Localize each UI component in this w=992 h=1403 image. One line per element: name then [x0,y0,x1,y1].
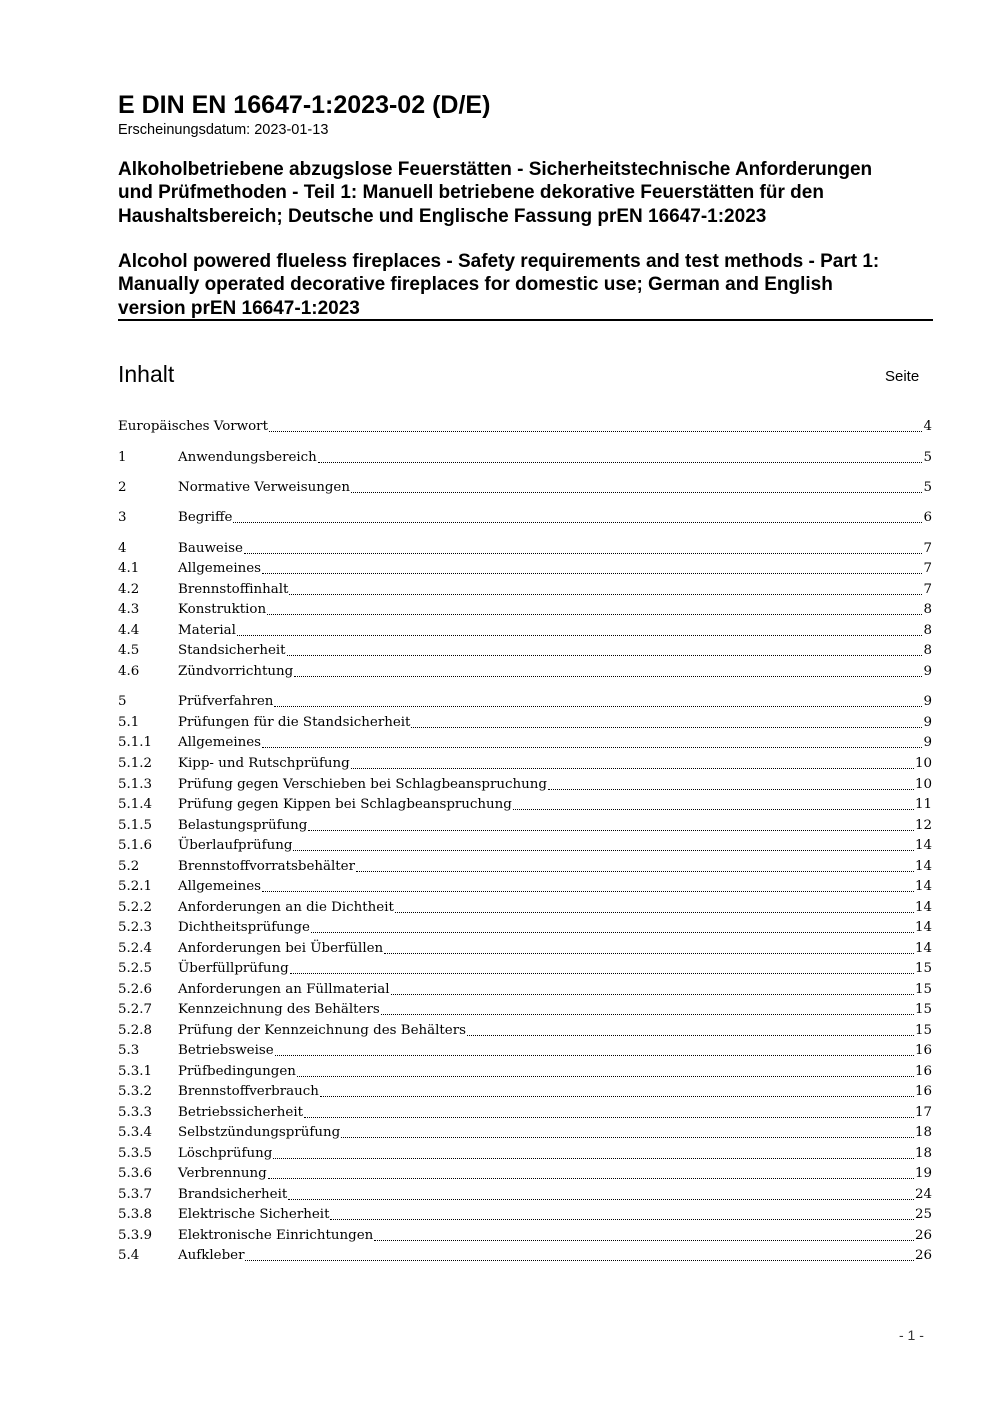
toc-entry-label: Prüfung der Kennzeichnung des Behälters [178,1023,466,1038]
toc-entry-page: 9 [923,694,932,709]
toc-entry-label: Anforderungen an die Dichtheit [178,900,394,915]
toc-entry-label: Kipp- und Rutschprüfung [178,756,350,771]
toc-dot-leader [237,635,923,636]
toc-dot-leader [289,594,922,595]
toc-entry-number: 4 [118,541,127,556]
toc-entry[interactable] [118,877,932,897]
toc-entry-page: 26 [914,1248,932,1263]
toc-entry[interactable] [118,959,932,979]
toc-entry-page: 25 [914,1207,932,1222]
toc-entry[interactable] [118,816,932,836]
toc-entry[interactable] [118,898,932,918]
toc-entry-page: 24 [914,1187,932,1202]
toc-entry-number: 5 [118,694,127,709]
toc-entry-number: 4.3 [118,602,140,617]
toc-dot-leader [304,1117,914,1118]
toc-entry-number: 4.5 [118,643,140,658]
toc-dot-leader [293,850,914,851]
toc-entry[interactable] [118,641,932,661]
toc-entry-page: 18 [914,1146,932,1161]
toc-entry[interactable] [118,1205,932,1225]
title-german-line: Haushaltsbereich; Deutsche und Englische Fassung prEN 16647-1:2023 [118,205,767,227]
toc-entry-number: 5.2.7 [118,1002,153,1017]
toc-entry-number: 4.6 [118,664,140,679]
toc-entry-number: 5.3 [118,1043,140,1058]
toc-entry-page: 8 [923,623,932,638]
toc-entry-number: 4.2 [118,582,140,597]
toc-entry-page: 14 [914,879,932,894]
title-german [118,158,948,228]
toc-entry-label: Brennstoffvorratsbehälter [178,859,356,874]
toc-entry[interactable] [118,1041,932,1061]
toc-entry-label: Selbstzündungsprüfung [178,1125,341,1140]
title-english-line: Alcohol powered flueless fireplaces - Safety requirements and test methods - Part 1: [118,251,880,272]
toc-entry-page: 7 [923,541,932,556]
toc-dot-leader [290,973,914,974]
toc-entry-number: 5.3.8 [118,1207,153,1222]
toc-entry[interactable] [118,478,932,498]
toc-entry[interactable] [118,733,932,753]
toc-entry-page: 14 [914,900,932,915]
toc-entry-label: Belastungsprüfung [178,818,308,833]
toc-entry-page: 7 [923,582,932,597]
toc-dot-leader [287,655,923,656]
toc-entry-page: 16 [914,1043,932,1058]
toc-entry-number: 5.3.2 [118,1084,153,1099]
toc-entry-page: 8 [923,602,932,617]
toc-entry[interactable] [118,1164,932,1184]
toc-dot-leader [294,676,922,677]
toc-dot-leader [274,706,922,707]
toc-dot-leader [320,1096,914,1097]
toc-entry[interactable] [118,448,932,468]
toc-entry-label: Betriebssicherheit [178,1105,304,1120]
toc-entry-label: Aufkleber [178,1248,245,1263]
toc-entry-page: 16 [914,1084,932,1099]
toc-entry-label: Bauweise [178,541,243,556]
toc-dot-leader [351,492,923,493]
toc-entry-page: 19 [914,1166,932,1181]
toc-dot-leader [374,1240,914,1241]
toc-entry-label: Prüfung gegen Kippen bei Schlagbeanspruchung [178,797,512,812]
toc-entry-label: Prüfbedingungen [178,1064,296,1079]
toc-entry-page: 9 [923,715,932,730]
toc-entry-label: Normative Verweisungen [178,480,350,495]
toc-dot-leader [391,994,914,995]
toc-entry-number: 5.2.5 [118,961,153,976]
title-divider [118,319,933,321]
toc-entry-page: 14 [914,941,932,956]
toc-entry-page: 4 [923,419,932,434]
toc-entry-label: Europäisches Vorwort [118,419,268,434]
toc-entry-page: 15 [914,961,932,976]
toc-entry-label: Verbrennung [178,1166,267,1181]
toc-entry-number: 5.1.2 [118,756,153,771]
toc-entry[interactable] [118,1185,932,1205]
toc-entry-label: Brandsicherheit [178,1187,288,1202]
toc-entry-label: Standsicherheit [178,643,286,658]
toc-entry-number: 5.3.4 [118,1125,153,1140]
toc-dot-leader [384,953,914,954]
toc-entry[interactable] [118,1246,932,1266]
toc-entry[interactable] [118,1021,932,1041]
toc-entry-number: 5.2 [118,859,140,874]
toc-dot-leader [267,614,922,615]
toc-dot-leader [356,871,914,872]
toc-entry-number: 5.3.6 [118,1166,153,1181]
toc-entry[interactable] [118,1062,932,1082]
toc-entry[interactable] [118,939,932,959]
toc-entry[interactable] [118,662,932,682]
toc-entry-label: Elektronische Einrichtungen [178,1228,374,1243]
toc-entry[interactable] [118,600,932,620]
toc-entry-page: 5 [923,480,932,495]
toc-entry[interactable] [118,508,932,528]
toc-entry-number: 5.3.9 [118,1228,153,1243]
toc-entry-page: 17 [914,1105,932,1120]
toc-entry[interactable] [118,580,932,600]
toc-dot-leader [381,1014,914,1015]
toc-dot-leader [330,1219,913,1220]
toc-entry-page: 18 [914,1125,932,1140]
toc-entry-number: 5.2.4 [118,941,153,956]
toc-entry-page: 26 [914,1228,932,1243]
toc-entry-label: Prüfverfahren [178,694,274,709]
toc-entry-number: 2 [118,480,127,495]
toc-entry[interactable] [118,559,932,579]
toc-entry-number: 5.2.1 [118,879,153,894]
title-english-line: version prEN 16647-1:2023 [118,297,360,319]
toc-entry-number: 4.4 [118,623,140,638]
toc-entry-number: 5.1.5 [118,818,153,833]
publication-date: Erscheinungsdatum: 2023-01-13 [118,122,329,138]
toc-entry[interactable] [118,713,932,733]
toc-entry[interactable] [118,1103,932,1123]
toc-entry-page: 8 [923,643,932,658]
document-id: E DIN EN 16647-1:2023-02 (D/E) [118,91,491,119]
toc-entry[interactable] [118,1144,932,1164]
toc-dot-leader [273,1158,914,1159]
toc-entry-number: 5.2.2 [118,900,153,915]
toc-dot-leader [467,1035,914,1036]
toc-entry[interactable] [118,1000,932,1020]
toc-entry[interactable] [118,692,932,712]
toc-entry-number: 5.3.3 [118,1105,153,1120]
toc-dot-leader [269,431,923,432]
toc-entry[interactable] [118,1123,932,1143]
title-german-line: und Prüfmethoden - Teil 1: Manuell betriebene dekorative Feuerstätten für den [118,182,824,204]
toc-entry-label: Überlaufprüfung [178,838,293,853]
title-german-line: Alkoholbetriebene abzugslose Feuerstätten - Sicherheitstechnische Anforderungen [118,159,873,180]
toc-entry[interactable] [118,857,932,877]
toc-entry-number: 5.1 [118,715,140,730]
toc-entry-number: 5.3.1 [118,1064,153,1079]
toc-dot-leader [297,1076,914,1077]
toc-dot-leader [244,553,923,554]
toc-entry-label: Zündvorrichtung [178,664,294,679]
toc-entry-label: Brennstoffverbrauch [178,1084,319,1099]
toc-entry[interactable] [118,539,932,559]
toc-entry-label: Begriffe [178,510,233,525]
toc-entry-label: Prüfungen für die Standsicherheit [178,715,411,730]
toc-entry-number: 5.1.6 [118,838,153,853]
toc-entry-page: 11 [914,797,932,812]
toc-dot-leader [275,1055,914,1056]
toc-entry-label: Brennstoffinhalt [178,582,289,597]
toc-dot-leader [351,768,914,769]
toc-entry-page: 5 [923,450,932,465]
toc-entry-number: 4.1 [118,561,140,576]
toc-entry-page: 7 [923,561,932,576]
toc-entry[interactable] [118,918,932,938]
toc-entry-label: Allgemeines [178,735,262,750]
toc-dot-leader [245,1260,913,1261]
toc-entry-number: 3 [118,510,127,525]
toc-entry[interactable] [118,621,932,641]
title-english-line: Manually operated decorative fireplaces for domestic use; German and English [118,274,833,296]
toc-dot-leader [262,891,914,892]
toc-entry[interactable] [118,754,932,774]
toc-entry-label: Überfüllprüfung [178,961,289,976]
toc-entry[interactable] [118,980,932,1000]
toc-entry-page: 9 [923,735,932,750]
toc-entry-number: 5.2.6 [118,982,153,997]
toc-entry-number: 5.4 [118,1248,140,1263]
toc-entry-label: Prüfung gegen Verschieben bei Schlagbeanspruchung [178,777,547,792]
toc-entry[interactable] [118,775,932,795]
toc-entry-page: 15 [914,982,932,997]
toc-dot-leader [262,747,922,748]
toc-entry-page: 9 [923,664,932,679]
toc-dot-leader [288,1199,914,1200]
toc-entry-number: 5.1.1 [118,735,153,750]
toc-entry-label: Allgemeines [178,879,262,894]
toc-entry-page: 14 [914,920,932,935]
toc-entry-label: Konstruktion [178,602,267,617]
toc-entry[interactable] [118,1226,932,1246]
toc-entry-page: 15 [914,1023,932,1038]
toc-dot-leader [395,912,914,913]
toc-entry-page: 10 [914,777,932,792]
toc-entry-label: Kennzeichnung des Behälters [178,1002,380,1017]
toc-entry[interactable] [118,417,932,437]
toc-entry-page: 16 [914,1064,932,1079]
toc-entry-number: 5.3.7 [118,1187,153,1202]
toc-entry[interactable] [118,795,932,815]
toc-entry-label: Anforderungen an Füllmaterial [178,982,390,997]
toc-entry-page: 12 [914,818,932,833]
toc-entry-page: 10 [914,756,932,771]
toc-entry-label: Löschprüfung [178,1146,273,1161]
toc-entry-label: Dichtheitsprüfunge [178,920,310,935]
toc-entry[interactable] [118,1082,932,1102]
page-number: - 1 - [899,1327,924,1343]
toc-dot-leader [308,830,914,831]
title-english [118,250,948,320]
toc-entry-page: 14 [914,859,932,874]
toc-entry-number: 5.3.5 [118,1146,153,1161]
toc-dot-leader [262,573,922,574]
toc-dot-leader [268,1178,914,1179]
toc-dot-leader [548,789,914,790]
toc-dot-leader [411,727,922,728]
toc-entry-number: 5.2.8 [118,1023,153,1038]
toc-page-column-label: Seite [885,368,920,385]
toc-entry-label: Allgemeines [178,561,262,576]
toc-entry-number: 5.1.3 [118,777,153,792]
toc-dot-leader [233,522,922,523]
toc-entry-label: Anforderungen bei Überfüllen [178,941,384,956]
toc-entry[interactable] [118,836,932,856]
toc-entry-number: 5.1.4 [118,797,153,812]
toc-entry-page: 6 [923,510,932,525]
toc-entry-number: 1 [118,450,127,465]
toc-entry-label: Material [178,623,236,638]
toc-dot-leader [513,809,914,810]
toc-entry-number: 5.2.3 [118,920,153,935]
toc-entry-page: 15 [914,1002,932,1017]
toc-entry-page: 14 [914,838,932,853]
toc-dot-leader [311,932,914,933]
toc-heading: Inhalt [118,361,175,387]
toc-entry-label: Betriebsweise [178,1043,274,1058]
toc-entry-label: Elektrische Sicherheit [178,1207,330,1222]
toc-dot-leader [318,462,923,463]
toc-dot-leader [341,1137,914,1138]
toc-entry-label: Anwendungsbereich [178,450,317,465]
